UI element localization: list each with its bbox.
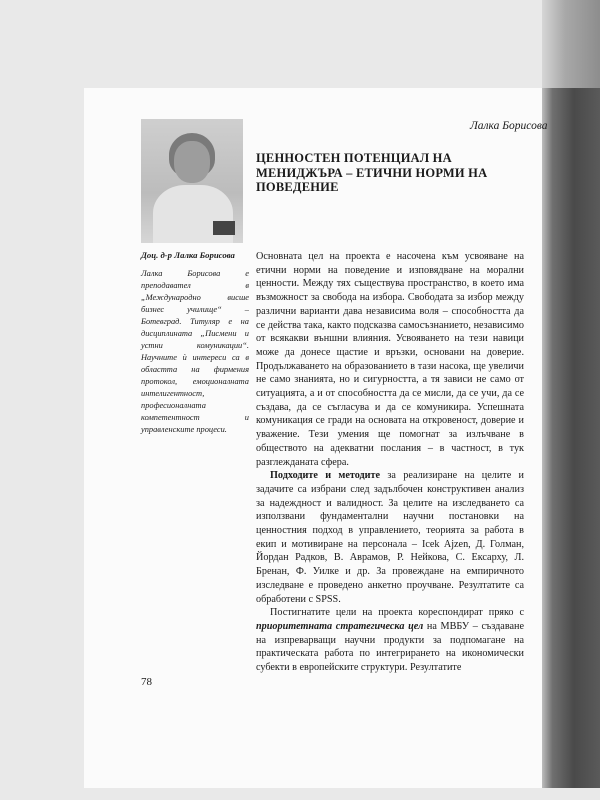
paragraph-1: Основната цел на проекта е насочена към усвояване на етични норми на поведение и изповядване на морални ценности. Между тях съществува пространство, в което има възможност за свобода на избора. Свободата за избор между различни варианти дава независима воля – способността да се действа така, както подсказва самосъзнанието, независимо от всякакви външни влияния. Усвояването на тези навици може да донесе щастие и връзки, основани на доверие. Продължаването на образованието в тази насока, ще увеличи не само знанията, но и сигурността, а тя зависи не само от ситуацията, а и от способността да се мисли, да се учи, да се създава, да се съгласува и да се комуникира. Успешната комуникация се гради на основата на откровеност, доверие и уважение. Тези умения ще помогнат за излъчване в обществото на адекватни послания – в частност, в тук разглежданата сфера. bbox=[256, 251, 524, 468]
author-photo bbox=[141, 119, 243, 243]
running-header-author: Лалка Борисова bbox=[470, 120, 548, 132]
article-title: ЦЕННОСТЕН ПОТЕНЦИАЛ НА МЕНИДЖЪРА – ЕТИЧНИ НОРМИ НА ПОВЕДЕНИЕ bbox=[256, 151, 488, 194]
paragraph-3 bbox=[256, 606, 524, 675]
article-body bbox=[256, 250, 524, 675]
book-spine-top bbox=[542, 0, 600, 88]
strategic-goal-emphasis: приоритетната стратегическа цел bbox=[256, 620, 424, 632]
paragraph-3-text: на МВБУ – създаване на изпреварващи научни продукти за подпомагане на практическата работа по интегрирането на икономически субекти в европейските структури. Резултатите bbox=[256, 620, 524, 674]
paragraph-2 bbox=[256, 469, 524, 606]
author-bio: Лалка Борисова е преподавател в „Международно висше бизнес училище“ – Ботевград. Титуляр е на дисциплината „Писмени и устни комуникации“. Научните ѝ интереси са в областта на фирмения протокол, емоционалната интелигентност, професионалната компетентност и управленските процеси. bbox=[141, 269, 249, 434]
book-spine bbox=[542, 88, 600, 788]
paragraph-3-start: Постигнатите цели на проекта кореспондират пряко с bbox=[270, 607, 524, 619]
paragraph-2-text: за реализиране на целите и задачите са избрани след задълбочен конструктивен анализ за надеждност и валидност. За целите на изследването са използвани фундаментални научни постановки на ценностния подход в управлението, теорията за работа в екип и мотивиране на персонала – Icek Ajzen, Д. Голман, Йордан Радков, В. Аврамов, Р. Нейкова, С. Ексарху, Л. Бренан, Ф. Уилке и др. За провеждане на емпиричното изследване е проведено анкетно проучване. Резултатите са обработени с SPSS. bbox=[256, 470, 524, 605]
page-number: 78 bbox=[141, 676, 152, 688]
methods-lead: Подходите и методите bbox=[270, 470, 381, 482]
photo-caption: Доц. д-р Лалка Борисова bbox=[141, 250, 235, 260]
